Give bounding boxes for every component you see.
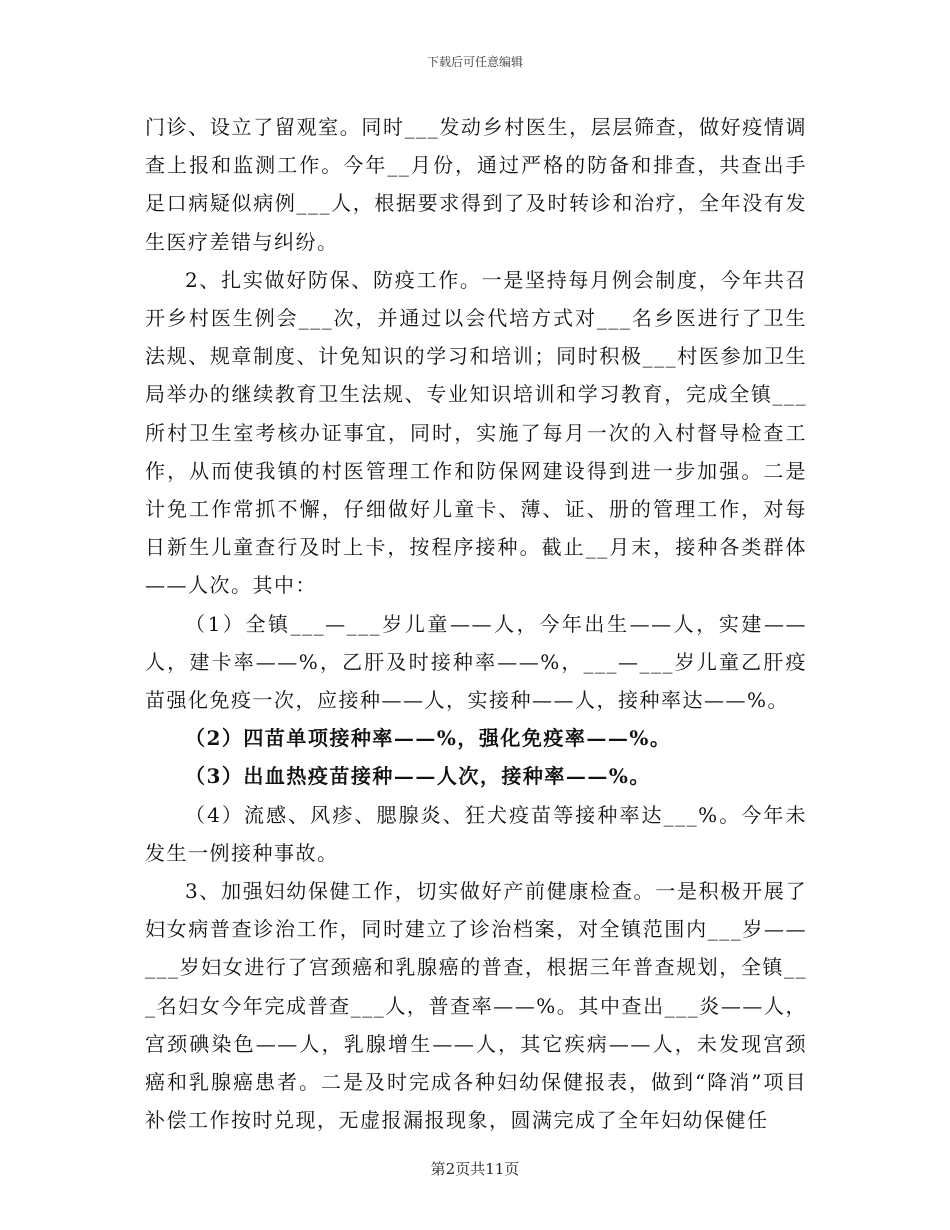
paragraph-item-2: （2）四苗单项接种率——%，强化免疫率——%。 bbox=[185, 726, 672, 751]
document-body bbox=[145, 108, 807, 1139]
page-number: 第2页共11页 bbox=[430, 1160, 520, 1178]
paragraph-item-4: （4）流感、风疹、腮腺炎、狂犬疫苗等接种率达___%。今年未发生一例接种事故。 bbox=[145, 802, 807, 865]
paragraph-item-1: （1）全镇___—___岁儿童——人，今年出生——人，实建——人，建卡率——%，乙肝及时接种率——%，___—___岁儿童乙肝疫苗强化免疫一次，应接种——人，实接种——人，接种率达——%。 bbox=[145, 611, 807, 713]
page-header: 下载后可任意编辑 bbox=[426, 55, 523, 69]
paragraph-section-3: 3、加强妇幼保健工作，切实做好产前健康检查。一是积极开展了妇女病普查诊治工作，同时建立了诊治档案，对全镇范围内___岁——___岁妇女进行了宫颈癌和乳腺癌的普查，根据三年普查规划，全镇___名妇女今年完成普查___人，普查率——%。其中查出___炎——人，宫颈碘染色——人，乳腺增生——人，其它疾病——人，未发现宫颈癌和乳腺癌患者。二是及时完成各种妇幼保健报表，做到“降消”项目补偿工作按时兑现，无虚报漏报现象，圆满完成了全年妇幼保健任 bbox=[145, 879, 807, 1133]
paragraph-continuation: 门诊、设立了留观室。同时___发动乡村医生，层层筛查，做好疫情调查上报和监测工作。今年__月份，通过严格的防备和排查，共查出手足口病疑似病例___人，根据要求得到了及时转诊和治疗，全年没有发生医疗差错与纠纷。 bbox=[145, 115, 807, 254]
paragraph-item-3: （3）出血热疫苗接种——人次，接种率——%。 bbox=[185, 764, 651, 789]
paragraph-section-2: 2、扎实做好防保、防疫工作。一是坚持每月例会制度，今年共召开乡村医生例会___次，并通过以会代培方式对___名乡医进行了卫生法规、规章制度、计免知识的学习和培训；同时积极___村医参加卫生局举办的继续教育卫生法规、专业知识培训和学习教育，完成全镇___所村卫生室考核办证事宜，同时，实施了每月一次的入村督导检查工作，从而使我镇的村医管理工作和防保网建设得到进一步加强。二是计免工作常抓不懈，仔细做好儿童卡、薄、证、册的管理工作，对每日新生儿童查行及时上卡，按程序接种。截止__月末，接种各类群体——人次。其中： bbox=[145, 267, 807, 598]
